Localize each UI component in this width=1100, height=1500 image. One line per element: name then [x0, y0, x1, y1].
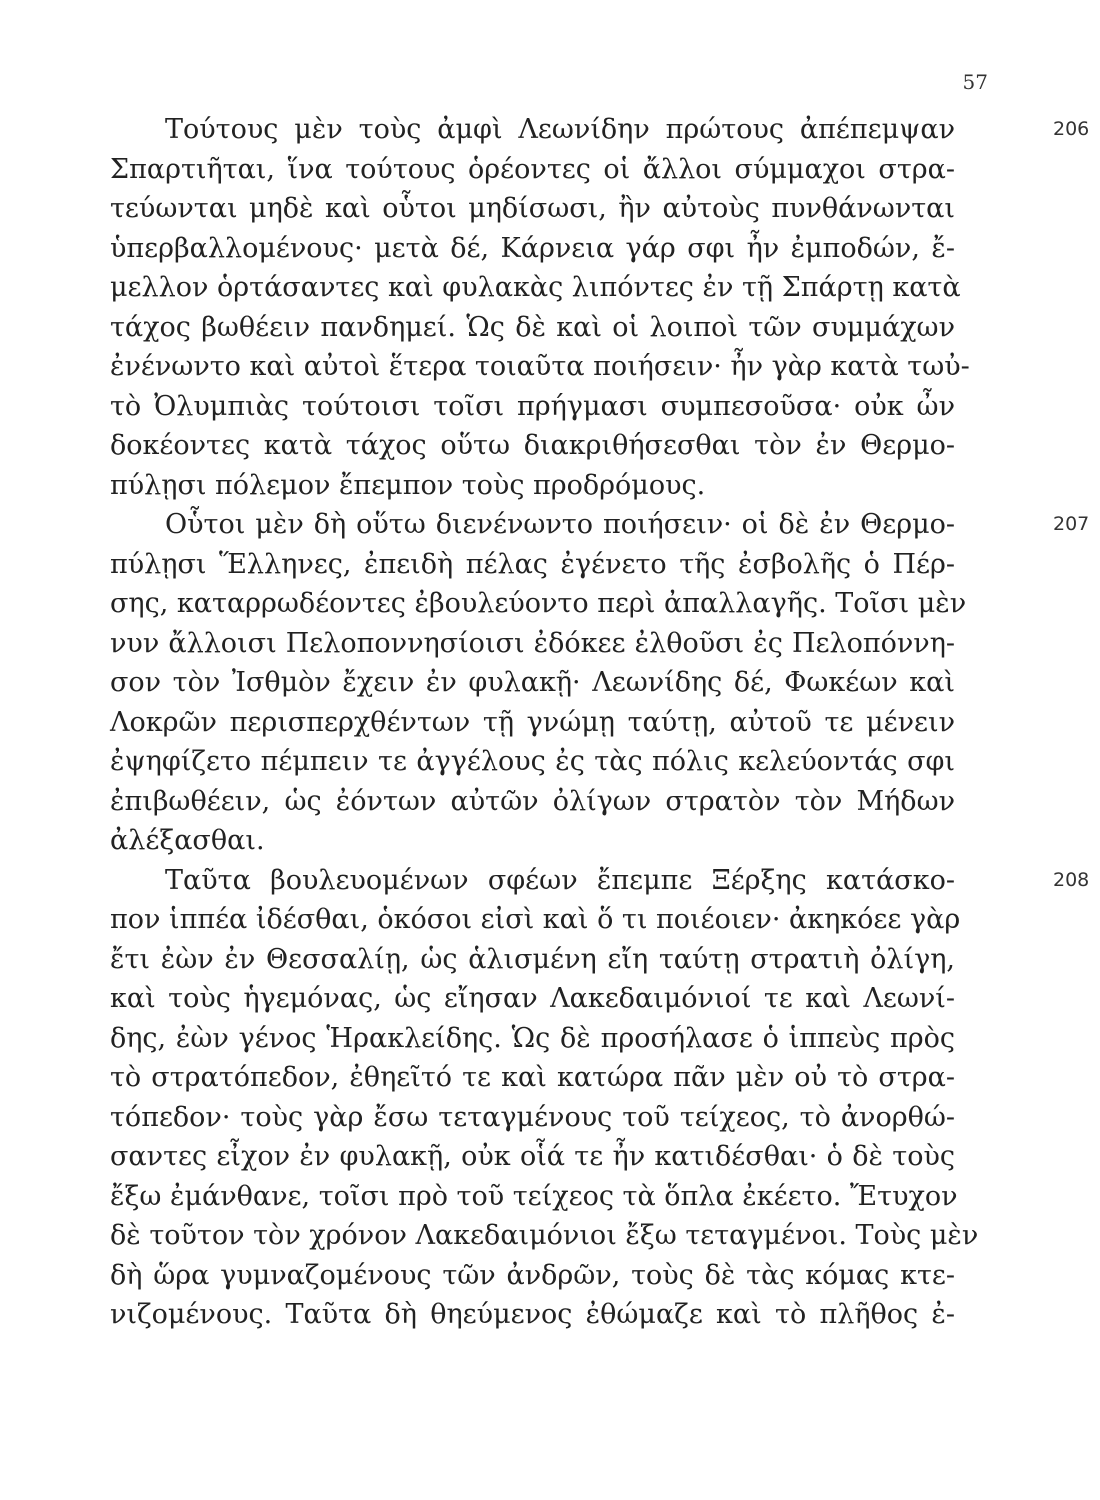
text-line: τάχος βωθέειν πανδημεί. Ὡς δὲ καὶ οἱ λοιποὶ τῶν συμμάχων	[110, 311, 955, 343]
text-line: σαντες εἶχον ἐν φυλακῇ, οὐκ οἷά τε ἦν κατιδέσθαι· ὁ δὲ τοὺς	[110, 1141, 955, 1172]
text-line: ἔξω ἐμάνθανε, τοῖσι πρὸ τοῦ τείχεος τὰ ὅπλα ἐκέετο. Ἔτυχον	[110, 1180, 958, 1212]
text-line: δοκέοντες κατὰ τάχος οὕτω διακριθήσεσθαι τὸν ἐν Θερμο-	[110, 430, 955, 461]
text-line: ἐπιβωθέειν, ὡς ἐόντων αὐτῶν ὀλίγων στρατὸν τὸν Μήδων	[110, 785, 955, 817]
text-line: σης, καταρρωδέοντες ἐβουλεύοντο περὶ ἀπαλλαγῆς. Τοῖσι μὲν	[110, 588, 967, 619]
section-number: 206	[1053, 118, 1090, 140]
text-line: τεύωνται μηδὲ καὶ οὗτοι μηδίσωσι, ἢν αὐτοὺς πυνθάνωνται	[110, 193, 955, 224]
paragraph-208	[110, 861, 1090, 1335]
text-line: δὲ τοῦτον τὸν χρόνον Λακεδαιμόνιοι ἔξω τεταγμένοι. Τοὺς μὲν	[110, 1220, 979, 1251]
line-text: Οὗτοι μὲν δὴ οὕτω διενένωντο ποιήσειν· οἱ δὲ ἐν Θερμο-	[165, 509, 955, 540]
text-line: ἐψηφίζετο πέμπειν τε ἀγγέλους ἐς τὰς πόλις κελεύοντάς σφι	[110, 746, 955, 777]
text-line: τὸ Ὀλυμπιὰς τούτοισι τοῖσι πρήγμασι συμπεσοῦσα· οὐκ ὦν	[110, 390, 955, 422]
text-line: πύλῃσι Ἕλληνες, ἐπειδὴ πέλας ἐγένετο τῆς ἐσβολῆς ὁ Πέρ-	[110, 548, 955, 580]
line-text: Ταῦτα βουλευομένων σφέων ἔπεμπε Ξέρξης κατάσκο-	[165, 864, 955, 896]
text-line: δης, ἐὼν γένος Ἡρακλείδης. Ὡς δὲ προσήλασε ὁ ἱππεὺς πρὸς	[110, 1022, 955, 1054]
line-text: Τούτους μὲν τοὺς ἀμφὶ Λεωνίδην πρώτους ἀπέπεμψαν	[165, 114, 955, 145]
text-line: ἔτι ἐὼν ἐν Θεσσαλίῃ, ὡς ἁλισμένη εἴη ταύτῃ στρατιὴ ὀλίγη,	[110, 943, 955, 975]
section-number: 208	[1053, 868, 1090, 891]
text-line: ἐνένωντο καὶ αὐτοὶ ἕτερα τοιαῦτα ποιήσειν· ἦν γὰρ κατὰ τωὐ-	[110, 351, 970, 382]
text-line: Σπαρτιῆται, ἵνα τούτους ὁρέοντες οἱ ἄλλοι σύμμαχοι στρα-	[110, 153, 955, 185]
text-line: δὴ ὥρα γυμναζομένους τῶν ἀνδρῶν, τοὺς δὲ τὰς κόμας κτε-	[110, 1259, 955, 1291]
paragraph-206	[110, 110, 1090, 505]
text-line: νιζομένους. Ταῦτα δὴ θηεύμενος ἐθώμαζε καὶ τὸ πλῆθος ἐ-	[110, 1299, 955, 1330]
text-line: ὑπερβαλλομένους· μετὰ δέ, Κάρνεια γάρ σφι ἦν ἐμποδών, ἔ-	[110, 232, 955, 264]
section-number: 207	[1053, 513, 1090, 535]
text-line: μελλον ὁρτάσαντες καὶ φυλακὰς λιπόντες ἐν τῇ Σπάρτῃ κατὰ	[110, 272, 961, 303]
text-line: Λοκρῶν περισπερχθέντων τῇ γνώμῃ ταύτῃ, αὐτοῦ τε μένειν	[110, 706, 955, 738]
paragraph-207	[110, 505, 1090, 861]
text-line: σον τὸν Ἰσθμὸν ἔχειν ἐν φυλακῇ· Λεωνίδης δέ, Φωκέων καὶ	[110, 667, 955, 698]
text-line	[110, 110, 1090, 150]
text-line: πύλῃσι πόλεμον ἔπεμπον τοὺς προδρόμους.	[110, 469, 706, 501]
text-line	[110, 861, 1090, 901]
text-line: τόπεδον· τοὺς γὰρ ἔσω τεταγμένους τοῦ τείχεος, τὸ ἀνορθώ-	[110, 1101, 955, 1133]
main-text	[110, 110, 1090, 1335]
text-line: τὸ στρατόπεδον, ἐθηεῖτό τε καὶ κατώρα πᾶν μὲν οὐ τὸ στρα-	[110, 1062, 955, 1093]
text-line: νυν ἄλλοισι Πελοποννησίοισι ἐδόκεε ἐλθοῦσι ἐς Πελοπόννη-	[110, 627, 955, 659]
text-line: καὶ τοὺς ἡγεμόνας, ὡς εἴησαν Λακεδαιμόνιοί τε καὶ Λεωνί-	[110, 983, 955, 1014]
text-line	[110, 505, 1090, 545]
page-number: 57	[962, 70, 988, 94]
text-line: πον ἱππέα ἰδέσθαι, ὁκόσοι εἰσὶ καὶ ὅ τι ποιέοιεν· ἀκηκόεε γὰρ	[110, 904, 961, 935]
text-line: ἀλέξασθαι.	[110, 825, 265, 856]
